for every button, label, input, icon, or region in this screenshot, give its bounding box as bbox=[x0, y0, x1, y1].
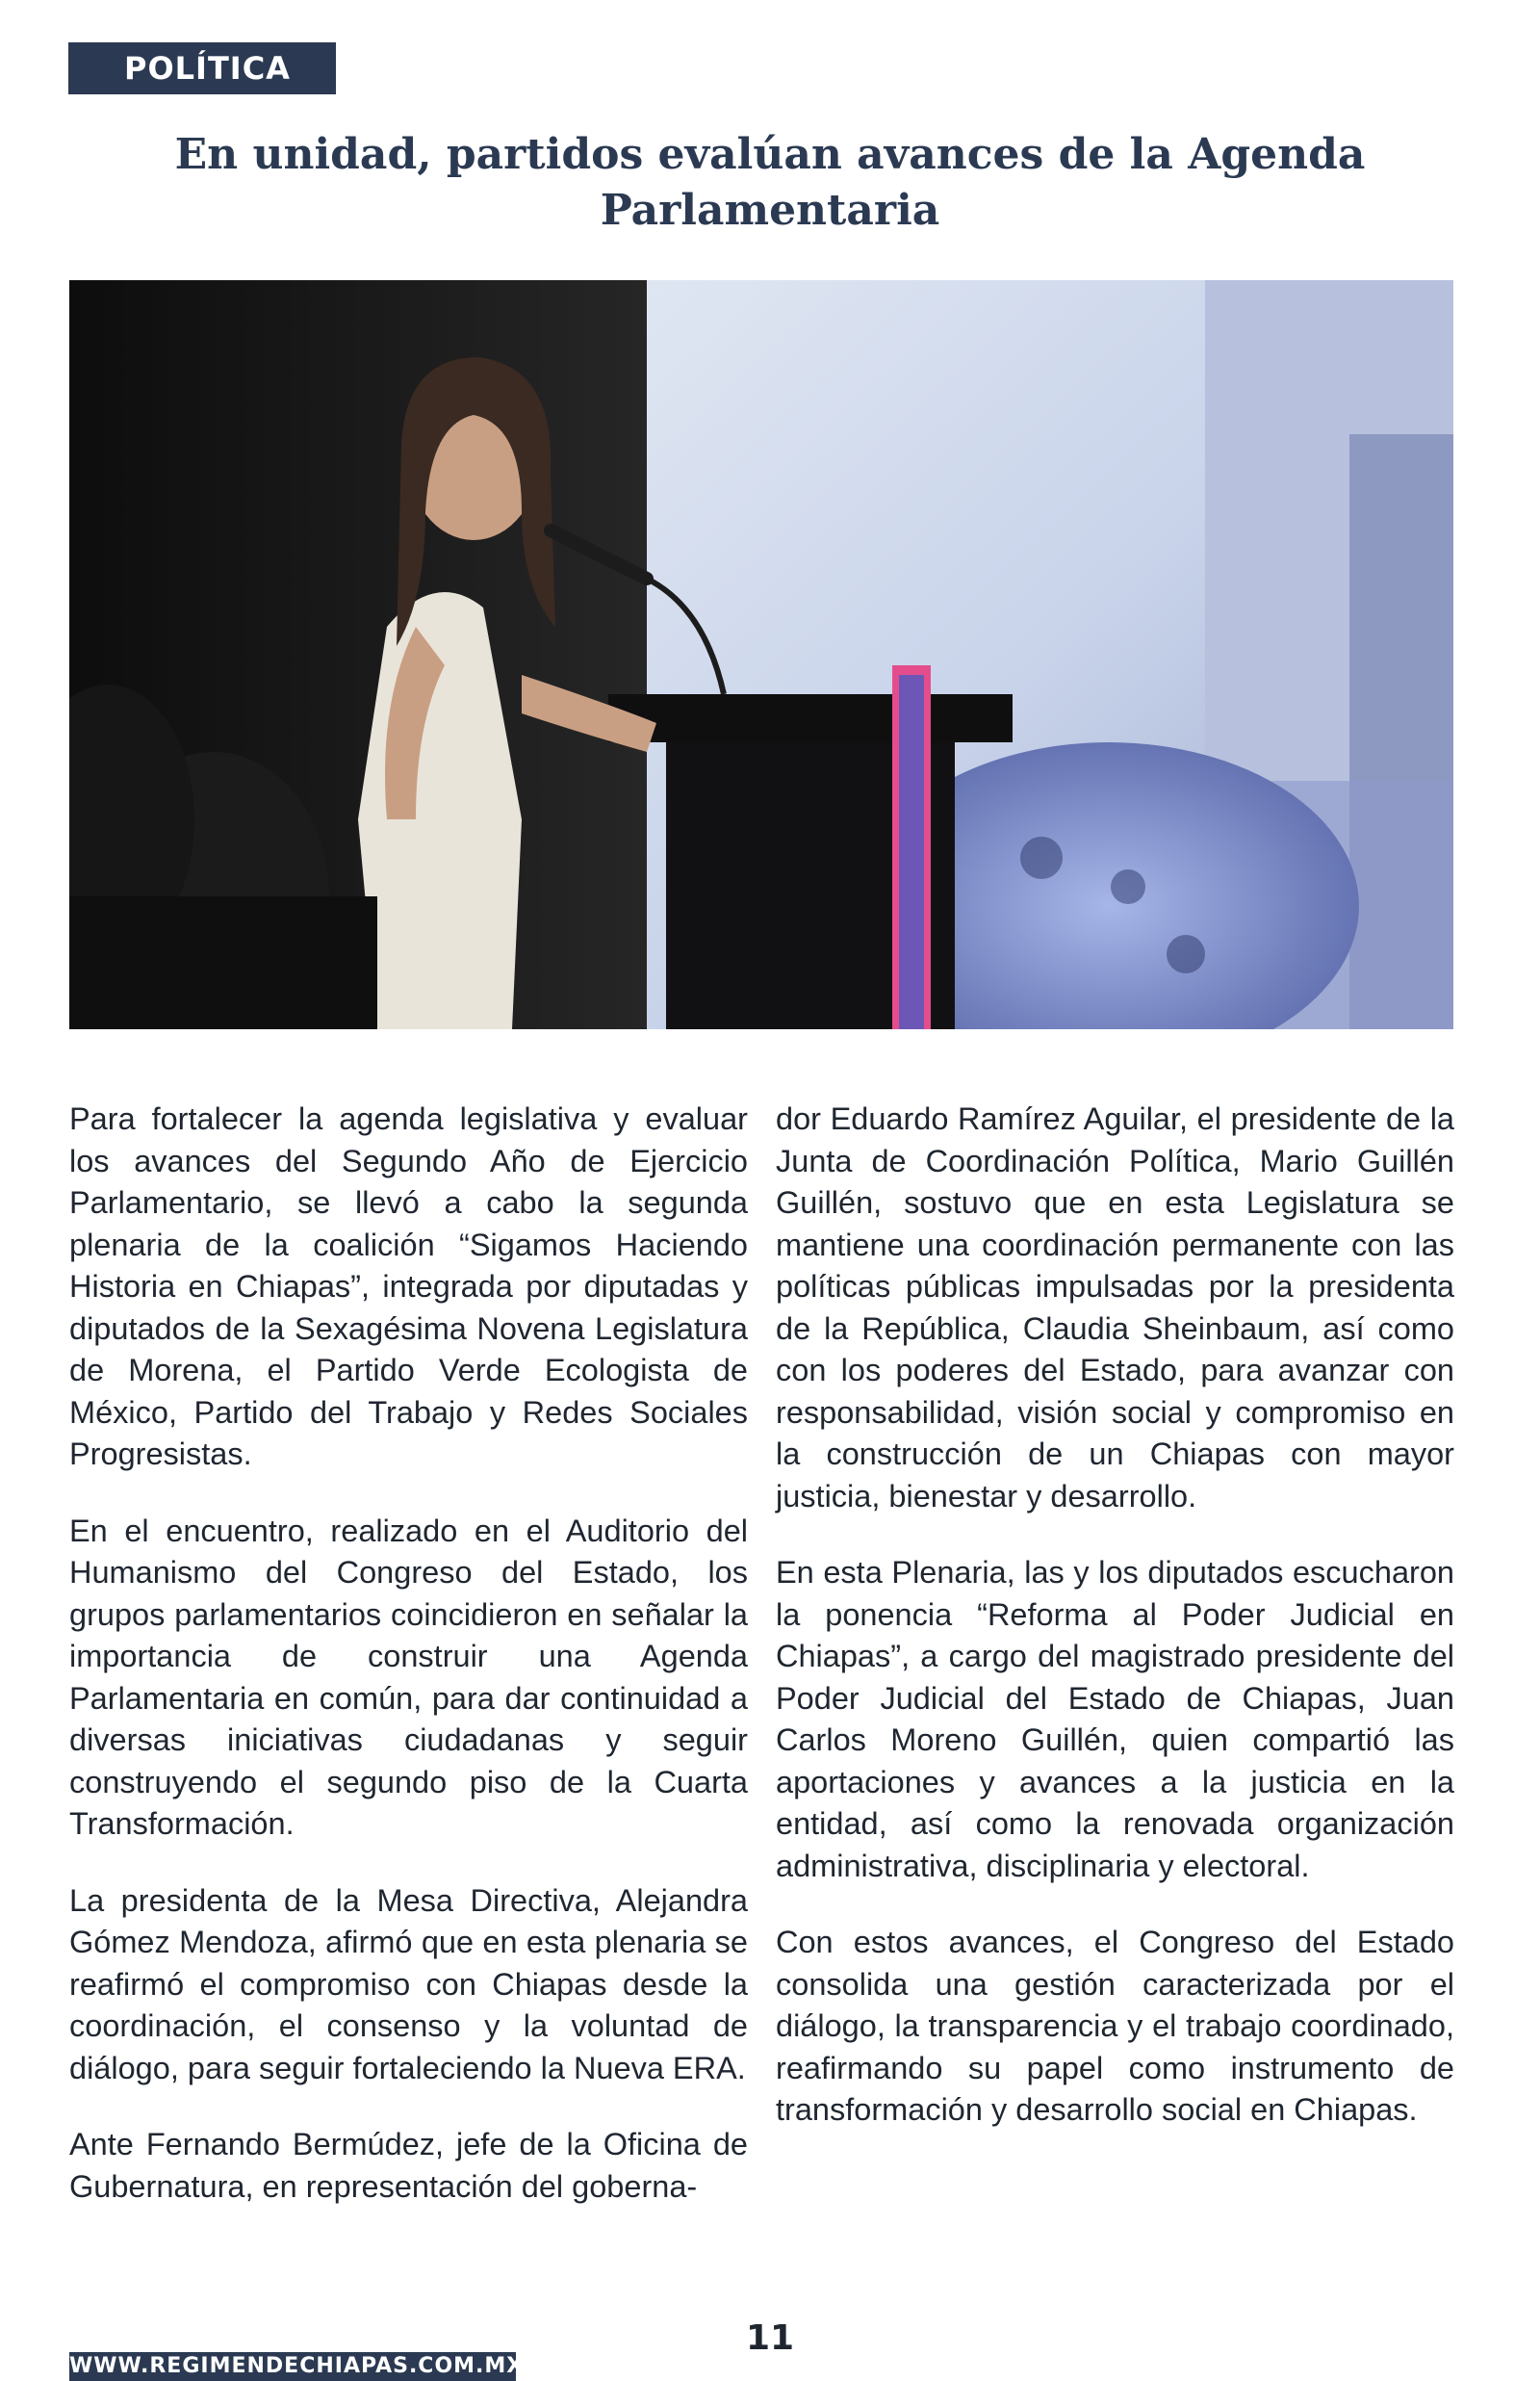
page-number: 11 bbox=[745, 2318, 795, 2358]
footer-url-link[interactable]: WWW.REGIMENDECHIAPAS.COM.MX bbox=[69, 2354, 525, 2378]
article-paragraph: dor Eduardo Ramírez Aguilar, el presidente de la Junta de Coordinación Política, Mario Guillén Guillén, sostuvo que en esta Legislatura se mantiene una coordinación permanente con las políticas públicas impulsadas por la presidenta de la República, Claudia Sheinbaum, así como con los poderes del Estado, para avanzar con responsabilidad, visión social y compromiso en la construcción de un Chiapas con mayor justicia, bienestar y desarrollo. bbox=[776, 1101, 1454, 1514]
footer-bar bbox=[69, 2352, 525, 2381]
article-paragraph: En el encuentro, realizado en el Auditorio del Humanismo del Congreso del Estado, los grupos parlamentarios coincidieron en señalar la importancia de construir una Agenda Parlamentaria en común, para dar continuidad a diversas iniciativas ciudadanas y seguir construyendo el segundo piso de la Cuarta Transformación. bbox=[69, 1513, 748, 1841]
section-label: POLÍTICA bbox=[68, 42, 336, 94]
article-paragraph: Para fortalecer la agenda legislativa y evaluar los avances del Segundo Año de Ejercicio Parlamentario, se llevó a cabo la segunda plenaria de la coalición “Sigamos Haciendo Historia en Chiapas”, integrada por diputadas y diputados de la Sexagésima Novena Legislatura de Morena, el Partido Verde Ecologista de México, Partido del Trabajo y Redes Sociales Progresistas. bbox=[69, 1101, 748, 1471]
photo-illustration bbox=[69, 280, 1453, 1029]
article-column-right bbox=[776, 1099, 1454, 2166]
article-paragraph: Con estos avances, el Congreso del Estado consolida una gestión caracterizada por el diálogo, la transparencia y el trabajo coordinado, reafirmando su papel como instrumento de transformación y desarrollo social en Chiapas. bbox=[776, 1925, 1454, 2127]
article-paragraph: En esta Plenaria, las y los diputados escucharon la ponencia “Reforma al Poder Judicial en Chiapas”, a cargo del magistrado presidente del Poder Judicial del Estado de Chiapas, Juan Carlos Moreno Guillén, quien compartió las aportaciones y avances a la justicia en la entidad, así como la renovada organización administrativa, disciplinaria y electoral. bbox=[776, 1555, 1454, 1883]
article-headline: En unidad, partidos evalúan avances de la Agenda Parlamentaria bbox=[174, 130, 1366, 235]
article-photo bbox=[69, 280, 1453, 1029]
article-paragraph: La presidenta de la Mesa Directiva, Alejandra Gómez Mendoza, afirmó que en esta plenaria se reafirmó el compromiso con Chiapas desde la coordinación, el consenso y la voluntad de diálogo, para seguir fortaleciendo la Nueva ERA. bbox=[69, 1882, 748, 2085]
article-paragraph: Ante Fernando Bermúdez, jefe de la Oficina de Gubernatura, en representación del goberna- bbox=[69, 2127, 748, 2204]
article-column-left bbox=[69, 1099, 748, 2242]
